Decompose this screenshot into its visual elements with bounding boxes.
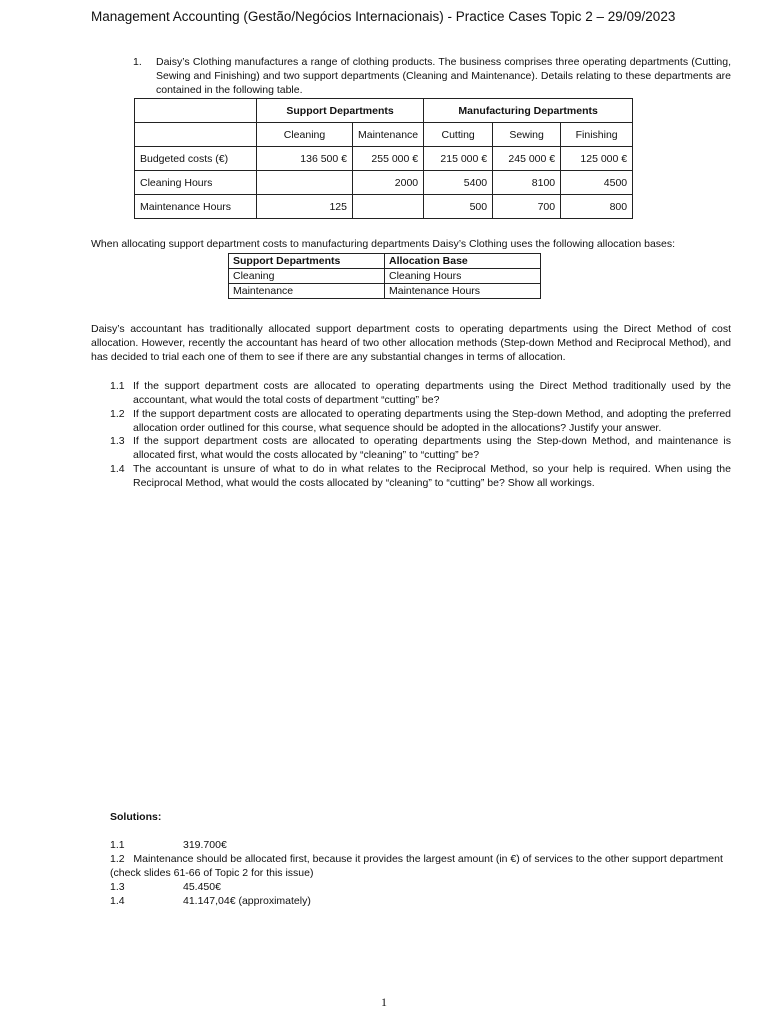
page-number: 1 <box>381 995 387 1009</box>
department-data-table <box>134 98 633 219</box>
solution-number: 1.3 <box>110 881 125 893</box>
table-cell: 4500 <box>561 171 633 195</box>
table-header-row <box>229 254 541 269</box>
column-header: Support Departments <box>229 254 385 269</box>
column-header: Cleaning <box>257 123 353 147</box>
table-cell: 125 000 € <box>561 147 633 171</box>
table-cell: 255 000 € <box>353 147 424 171</box>
case-number: 1. <box>133 56 142 68</box>
column-header: Maintenance <box>353 123 424 147</box>
solution-item <box>110 839 227 853</box>
question-text: If the support department costs are allocated to operating departments using the Step-down Method, and maintenance is allocated first, what would the costs allocated by “cleaning” to “cutting” be? <box>133 435 731 461</box>
table-row <box>135 147 633 171</box>
row-label: Cleaning Hours <box>135 171 257 195</box>
solution-item <box>110 881 221 895</box>
page-header: Management Accounting (Gestão/Negócios Internacionais) - Practice Cases Topic 2 – 29/09/2023 <box>91 9 676 24</box>
table-cell: Cleaning <box>229 269 385 284</box>
question-number: 1.4 <box>110 463 125 475</box>
row-label: Budgeted costs (€) <box>135 147 257 171</box>
question-item <box>110 435 731 463</box>
solutions-heading: Solutions: <box>110 811 162 823</box>
table-cell: 2000 <box>353 171 424 195</box>
table-cell: 245 000 € <box>493 147 561 171</box>
table-cell: 500 <box>424 195 493 219</box>
table-cell: Cleaning Hours <box>385 269 541 284</box>
table-cell: 5400 <box>424 171 493 195</box>
table-group-header-row <box>135 99 633 123</box>
row-label: Maintenance Hours <box>135 195 257 219</box>
question-text: The accountant is unsure of what to do in what relates to the Reciprocal Method, so your help is required. When using the Reciprocal Method, what would the costs allocated by “cleaning” to “cutting” be? Show all workings. <box>133 463 731 489</box>
table-cell: 136 500 € <box>257 147 353 171</box>
column-header: Allocation Base <box>385 254 541 269</box>
accountant-paragraph: Daisy’s accountant has traditionally allocated support department costs to operating departments using the Direct Method of cost allocation. However, recently the accountant has heard of two other allocation methods (Step-down Method and Reciprocal Method), and has decided to trial each one of them to see if there are any substantial changes in terms of allocation. <box>91 323 731 363</box>
question-number: 1.3 <box>110 435 125 447</box>
table-cell <box>135 99 257 123</box>
solution-item <box>110 853 731 881</box>
table-cell: Maintenance <box>229 284 385 299</box>
solution-value: 319.700€ <box>183 839 227 851</box>
table-cell: 8100 <box>493 171 561 195</box>
question-item <box>110 463 731 491</box>
table-row <box>229 284 541 299</box>
column-header: Cutting <box>424 123 493 147</box>
question-text: If the support department costs are allocated to operating departments using the Direct Method traditionally used by the accountant, what would the total costs of department “cutting” be? <box>133 380 731 406</box>
table-cell <box>257 171 353 195</box>
table-cell: 125 <box>257 195 353 219</box>
table-column-header-row <box>135 123 633 147</box>
table-cell: 700 <box>493 195 561 219</box>
table-cell: 215 000 € <box>424 147 493 171</box>
table-row <box>229 269 541 284</box>
table-cell: Maintenance Hours <box>385 284 541 299</box>
question-number: 1.1 <box>110 380 125 392</box>
table-row <box>135 171 633 195</box>
table-row <box>135 195 633 219</box>
question-text: If the support department costs are allocated to operating departments using the Step-down Method, and adopting the preferred allocation order outlined for this course, what sequence should be adopted in the allocations? Justify your answer. <box>133 408 731 434</box>
solution-text: Maintenance should be allocated first, because it provides the largest amount (in €) of services to the other support department (check slides 61-66 of Topic 2 for this issue) <box>110 853 723 879</box>
question-item <box>110 380 731 408</box>
table-cell <box>135 123 257 147</box>
column-header: Finishing <box>561 123 633 147</box>
solution-number: 1.2 <box>110 853 125 865</box>
group-header-support: Support Departments <box>257 99 424 123</box>
question-item <box>110 408 731 436</box>
solution-number: 1.1 <box>110 839 125 851</box>
solution-value: 45.450€ <box>183 881 221 893</box>
allocation-bases-table <box>228 253 541 299</box>
question-number: 1.2 <box>110 408 125 420</box>
solution-item <box>110 895 311 909</box>
solution-value: 41.147,04€ (approximately) <box>183 895 311 907</box>
table-cell <box>353 195 424 219</box>
column-header: Sewing <box>493 123 561 147</box>
case-intro-text: Daisy’s Clothing manufactures a range of clothing products. The business comprises three operating departments (Cutting, Sewing and Finishing) and two support departments (Cleaning and Maintenance). Details relating to these departments are contained in the following table. <box>156 56 731 96</box>
solution-number: 1.4 <box>110 895 125 907</box>
allocation-intro-text: When allocating support department costs to manufacturing departments Daisy’s Clothing uses the following allocation bases: <box>91 238 676 250</box>
table-cell: 800 <box>561 195 633 219</box>
group-header-manufacturing: Manufacturing Departments <box>424 99 633 123</box>
